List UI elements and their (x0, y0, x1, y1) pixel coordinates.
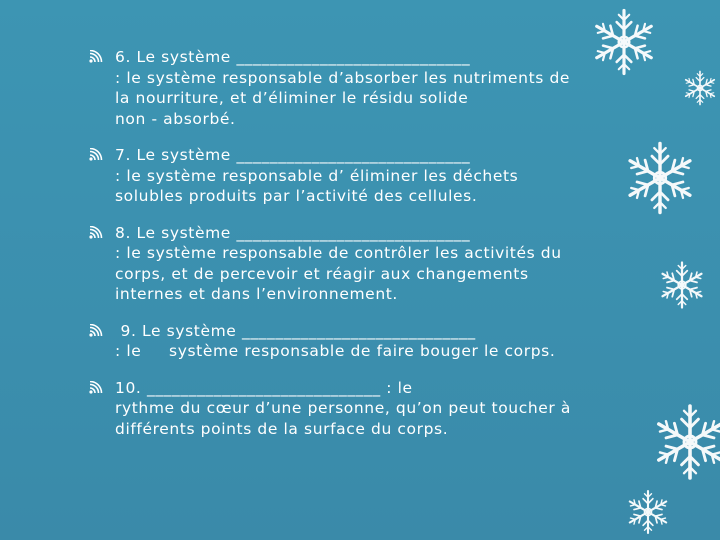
list-item (88, 145, 648, 207)
snowflake-icon (684, 72, 716, 105)
snowflake-icon (655, 406, 720, 478)
wifi-signal-icon (88, 226, 104, 240)
wifi-signal-icon (88, 148, 104, 162)
bullet-list (88, 47, 648, 455)
list-item (88, 223, 648, 305)
list-item (88, 47, 648, 129)
snowflake-icon (627, 491, 668, 533)
list-item-text: 9. Le système ____________________________ : le système responsable de faire bouger le corps. (115, 321, 556, 360)
list-item-text: 7. Le système ____________________________ : le système responsable d’ éliminer les déchets solubles produits par l’activité des cellules. (115, 146, 519, 205)
wifi-signal-icon (88, 324, 104, 338)
wifi-signal-icon (88, 381, 104, 395)
list-item-text: 10. ____________________________ : le rythme du cœur d’une personne, qu’on peut toucher à différents points de la surface du corps. (115, 378, 572, 438)
list-item (88, 378, 648, 440)
list-item (88, 321, 648, 362)
wifi-signal-icon (88, 50, 104, 64)
snowflake-icon (660, 263, 704, 308)
list-item-text: 6. Le système ____________________________ : le système responsable d’absorber les nutriments de la nourriture, et d’éliminer le résidu solide non - absorbé. (115, 48, 571, 128)
list-item-text: 8. Le système ____________________________ : le système responsable de contrôler les activités du corps, et de percevoir et réagir aux changements internes et dans l’environnement. (115, 223, 562, 303)
